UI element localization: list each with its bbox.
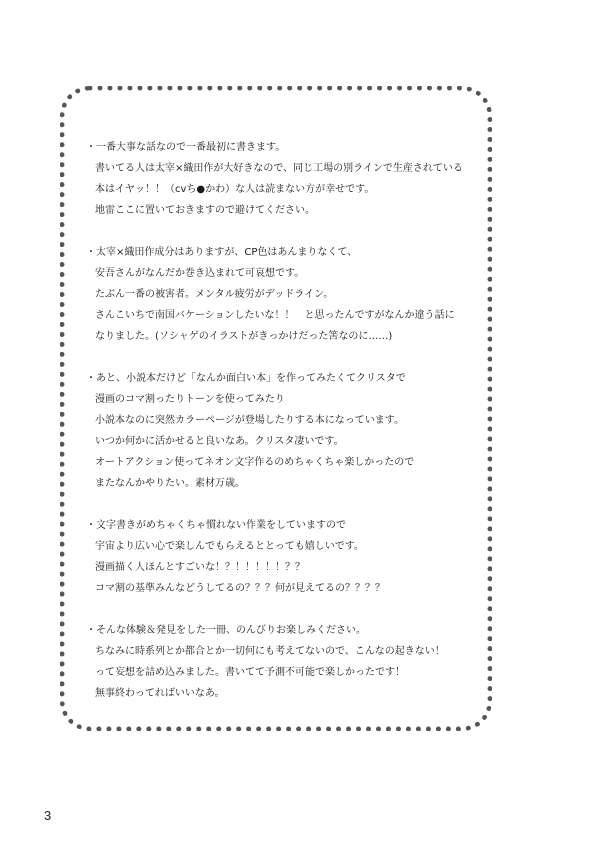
text-line: またなんかやりたい。素材万歳。 <box>95 478 245 489</box>
paragraph-4 <box>86 515 476 599</box>
text-line: 書いてる人は太宰×織田作が大好きなので、同じ工場の別ラインで生産されている <box>95 163 463 174</box>
paragraph-2 <box>86 242 476 347</box>
text-line: さんこいちで南国バケーションしたいな！！ と思ったんですがなんか違う話に <box>95 310 455 321</box>
page-number: 3 <box>44 808 52 823</box>
afterword-text <box>86 137 476 725</box>
text-line: なりました。(ソシャゲのイラストがきっかけだった筈なのに……) <box>95 331 393 342</box>
paragraph-1 <box>86 137 476 221</box>
text-line: オートアクション使ってネオン文字作るのめちゃくちゃ楽しかったので <box>95 457 415 468</box>
text-line: 漫画描く人ほんとすごいな！？！！！！！？？ <box>95 562 305 573</box>
text-line: 安吾さんがなんだか巻き込まれて可哀想です。 <box>95 268 305 279</box>
text-line: 無事終わってればいいなあ。 <box>95 688 225 699</box>
text-line: 漫画のコマ割ったりトーンを使ってみたり <box>95 394 285 405</box>
paragraph-5 <box>86 620 476 704</box>
text-line: ・そんな体験＆発見をした一冊、のんびりお楽しみください。 <box>86 625 366 636</box>
text-line: 本はイヤッ！！（cvち●かわ）な人は読まない方が幸せです。 <box>95 184 375 195</box>
text-line: いつか何かに活かせると良いなあ。クリスタ凄いです。 <box>95 436 344 447</box>
text-line: ・太宰×織田作成分はありますが、CP色はあんまりなくて、 <box>86 247 358 258</box>
text-line: って妄想を詰め込みました。書いてて予測不可能で楽しかったです！ <box>95 667 405 678</box>
text-line: コマ割の基準みんなどうしてるの？？？何が見えてるの？？？？ <box>95 583 385 594</box>
text-line: 宇宙より広い心で楽しんでもらえるととっても嬉しいです。 <box>95 541 364 552</box>
text-line: 小説本なのに突然カラーページが登場したりする本になっています。 <box>95 415 404 426</box>
text-line: 地雷ここに置いておきますので避けてください。 <box>95 205 315 216</box>
text-line: ・あと、小説本だけど「なんか面白い本」を作ってみたくてクリスタで <box>86 373 406 384</box>
paragraph-3 <box>86 368 476 494</box>
text-line: ・文字書きがめちゃくちゃ慣れない作業をしていますので <box>86 520 346 531</box>
text-line: ・一番大事な話なので一番最初に書きます。 <box>86 142 286 153</box>
text-line: ちなみに時系列とか都合とか一切何にも考えてないので、こんなの起きない！ <box>95 646 445 657</box>
text-line: たぶん一番の被害者。メンタル疲労がデッドライン。 <box>95 289 334 300</box>
